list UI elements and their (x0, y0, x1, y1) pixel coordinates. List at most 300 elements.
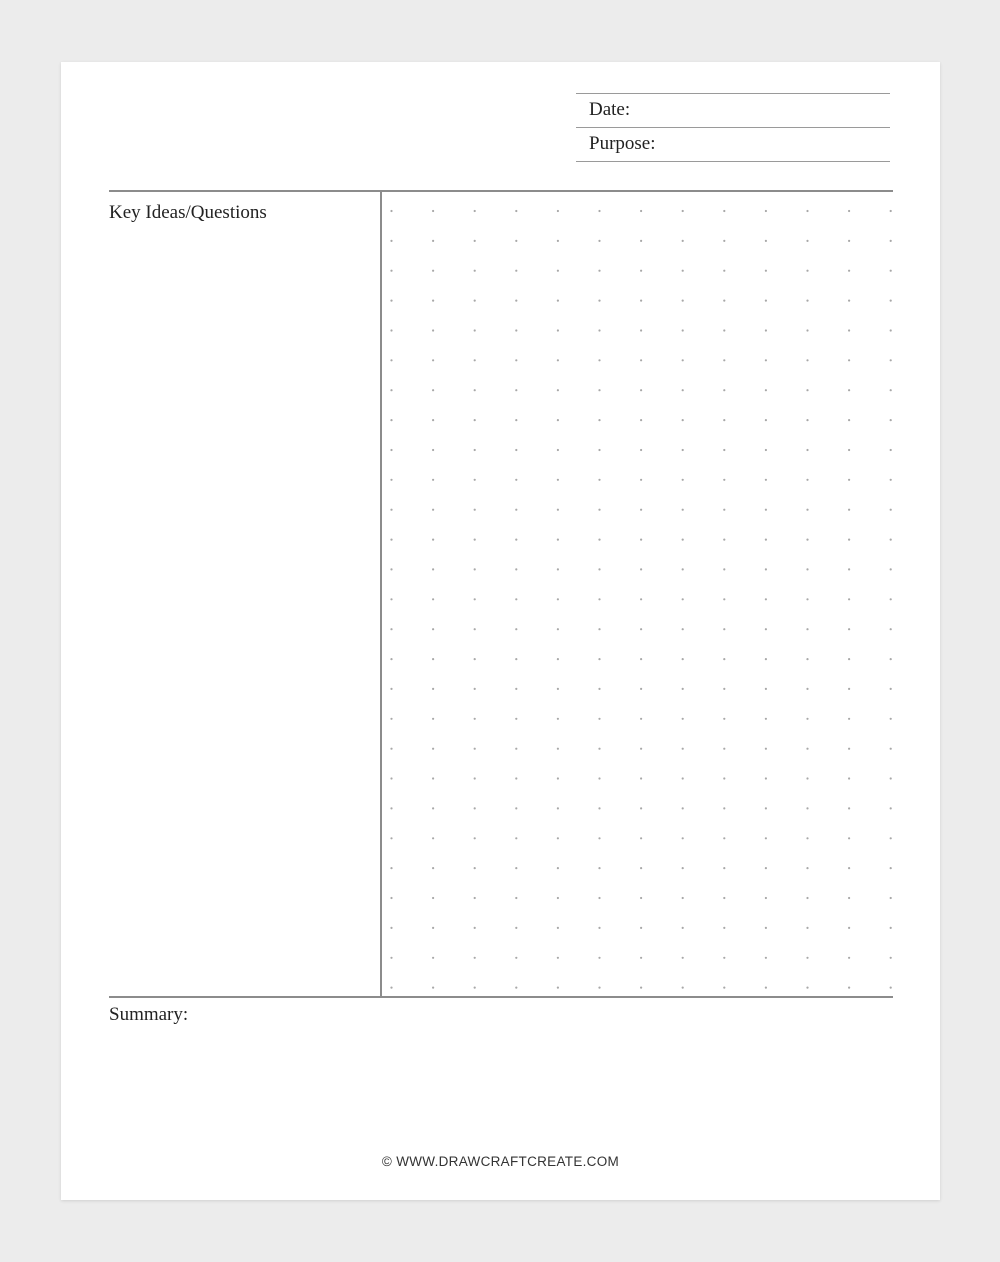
grid-dot (557, 748, 559, 750)
grid-dot (890, 688, 892, 690)
grid-dot (765, 957, 767, 959)
grid-dot (806, 539, 808, 541)
grid-dot (598, 359, 600, 361)
grid-dot (806, 718, 808, 720)
grid-dot (806, 210, 808, 212)
grid-dot (765, 270, 767, 272)
grid-dot (806, 389, 808, 391)
grid-dot (557, 240, 559, 242)
grid-dot (557, 987, 559, 989)
grid-dot (765, 419, 767, 421)
grid-dot (432, 449, 434, 451)
grid-dot (848, 987, 850, 989)
grid-dot (515, 389, 517, 391)
grid-dot (474, 867, 476, 869)
grid-dot (515, 568, 517, 570)
grid-dot (390, 598, 392, 600)
grid-dot (390, 777, 392, 779)
grid-dot (848, 658, 850, 660)
grid-dot (765, 329, 767, 331)
grid-dot (806, 927, 808, 929)
grid-dot (723, 479, 725, 481)
grid-dot (557, 658, 559, 660)
grid-dot (765, 598, 767, 600)
grid-dot (432, 688, 434, 690)
grid-dot (432, 628, 434, 630)
grid-dot (890, 718, 892, 720)
grid-dot (432, 837, 434, 839)
notes-page (61, 62, 940, 1200)
grid-dot (432, 807, 434, 809)
grid-dot (890, 300, 892, 302)
grid-dot (848, 389, 850, 391)
grid-dot (848, 509, 850, 511)
grid-dot (806, 509, 808, 511)
grid-dot (432, 777, 434, 779)
grid-dot (806, 479, 808, 481)
grid-dot (723, 987, 725, 989)
grid-dot (848, 598, 850, 600)
grid-dot (474, 329, 476, 331)
grid-dot (682, 867, 684, 869)
grid-dot (640, 987, 642, 989)
grid-dot (848, 777, 850, 779)
grid-dot (515, 449, 517, 451)
grid-dot (515, 300, 517, 302)
grid-dot (432, 718, 434, 720)
grid-dot (806, 329, 808, 331)
grid-dot (557, 389, 559, 391)
grid-dot (598, 449, 600, 451)
grid-dot (557, 867, 559, 869)
grid-dot (598, 927, 600, 929)
grid-dot (682, 628, 684, 630)
grid-dot (515, 987, 517, 989)
grid-dot (806, 867, 808, 869)
copyright-footer: © WWW.DRAWCRAFTCREATE.COM (381, 1154, 620, 1169)
grid-dot (806, 957, 808, 959)
grid-dot (806, 658, 808, 660)
grid-dot (515, 628, 517, 630)
header-bottom-rule (576, 161, 890, 162)
grid-dot (474, 568, 476, 570)
grid-dot (390, 509, 392, 511)
grid-dot (557, 509, 559, 511)
grid-dot (640, 329, 642, 331)
grid-dot (682, 598, 684, 600)
grid-dot (598, 987, 600, 989)
grid-dot (515, 329, 517, 331)
grid-dot (474, 658, 476, 660)
grid-dot (557, 419, 559, 421)
grid-dot (640, 837, 642, 839)
grid-dot (848, 359, 850, 361)
grid-dot (848, 837, 850, 839)
grid-dot (765, 658, 767, 660)
grid-dot (474, 897, 476, 899)
grid-dot (682, 329, 684, 331)
grid-dot (723, 957, 725, 959)
grid-dot (557, 688, 559, 690)
grid-dot (890, 957, 892, 959)
grid-dot (723, 539, 725, 541)
grid-dot (640, 957, 642, 959)
grid-dot (557, 957, 559, 959)
grid-dot (598, 718, 600, 720)
grid-dot (848, 957, 850, 959)
grid-dot (598, 329, 600, 331)
grid-dot (598, 807, 600, 809)
grid-dot (474, 748, 476, 750)
grid-dot (598, 658, 600, 660)
grid-dot (390, 837, 392, 839)
grid-dot (432, 419, 434, 421)
grid-dot (890, 748, 892, 750)
grid-dot (765, 777, 767, 779)
grid-dot (474, 479, 476, 481)
grid-dot (557, 479, 559, 481)
grid-dot (390, 479, 392, 481)
grid-dot (474, 688, 476, 690)
grid-dot (390, 270, 392, 272)
grid-dot (515, 777, 517, 779)
grid-dot (432, 987, 434, 989)
grid-dot (474, 210, 476, 212)
grid-dot (765, 837, 767, 839)
grid-dot (723, 897, 725, 899)
grid-dot (848, 718, 850, 720)
grid-dot (765, 359, 767, 361)
grid-dot (557, 777, 559, 779)
grid-dot (515, 748, 517, 750)
grid-dot (723, 359, 725, 361)
grid-dot (515, 867, 517, 869)
grid-dot (640, 927, 642, 929)
grid-dot (557, 539, 559, 541)
grid-dot (432, 568, 434, 570)
grid-dot (890, 927, 892, 929)
date-field[interactable] (576, 93, 890, 127)
grid-dot (515, 240, 517, 242)
grid-dot (640, 419, 642, 421)
grid-dot (890, 359, 892, 361)
grid-dot (765, 628, 767, 630)
grid-dot (723, 927, 725, 929)
grid-dot (640, 210, 642, 212)
grid-dot (765, 509, 767, 511)
grid-dot (390, 240, 392, 242)
grid-dot (890, 987, 892, 989)
grid-dot (806, 748, 808, 750)
grid-dot (765, 479, 767, 481)
grid-dot (723, 270, 725, 272)
grid-dot (723, 658, 725, 660)
dot-grid[interactable] (382, 193, 893, 997)
grid-dot (474, 359, 476, 361)
grid-dot (515, 658, 517, 660)
summary-label: Summary: (109, 1004, 189, 1025)
grid-dot (682, 777, 684, 779)
grid-dot (806, 777, 808, 779)
grid-dot (432, 658, 434, 660)
grid-dot (557, 359, 559, 361)
grid-dot (474, 807, 476, 809)
grid-dot (390, 807, 392, 809)
grid-dot (723, 628, 725, 630)
grid-dot (682, 568, 684, 570)
grid-dot (848, 300, 850, 302)
grid-dot (890, 240, 892, 242)
grid-dot (848, 240, 850, 242)
grid-dot (723, 210, 725, 212)
grid-dot (390, 987, 392, 989)
grid-dot (848, 270, 850, 272)
grid-dot (515, 837, 517, 839)
grid-dot (890, 658, 892, 660)
grid-dot (598, 419, 600, 421)
grid-dot (765, 807, 767, 809)
grid-dot (515, 688, 517, 690)
grid-dot (390, 329, 392, 331)
grid-dot (640, 867, 642, 869)
grid-dot (682, 210, 684, 212)
grid-dot (432, 300, 434, 302)
grid-dot (682, 300, 684, 302)
grid-dot (474, 449, 476, 451)
grid-dot (848, 479, 850, 481)
grid-dot (848, 210, 850, 212)
grid-dot (515, 539, 517, 541)
grid-dot (682, 539, 684, 541)
grid-dot (723, 389, 725, 391)
grid-dot (515, 270, 517, 272)
grid-dot (557, 210, 559, 212)
grid-dot (640, 300, 642, 302)
grid-dot (848, 568, 850, 570)
purpose-field[interactable] (576, 127, 890, 161)
grid-dot (598, 509, 600, 511)
grid-dot (723, 449, 725, 451)
grid-dot (723, 419, 725, 421)
grid-dot (890, 897, 892, 899)
grid-dot (515, 419, 517, 421)
grid-dot (474, 240, 476, 242)
grid-dot (682, 359, 684, 361)
grid-dot (806, 987, 808, 989)
grid-dot (432, 240, 434, 242)
grid-dot (432, 927, 434, 929)
grid-dot (682, 389, 684, 391)
grid-dot (890, 210, 892, 212)
key-ideas-label: Key Ideas/Questions (109, 202, 267, 223)
grid-dot (848, 449, 850, 451)
grid-dot (390, 867, 392, 869)
grid-dot (390, 389, 392, 391)
grid-dot (682, 957, 684, 959)
grid-dot (515, 718, 517, 720)
grid-dot (598, 240, 600, 242)
grid-dot (640, 688, 642, 690)
grid-dot (515, 927, 517, 929)
grid-dot (474, 927, 476, 929)
grid-dot (557, 897, 559, 899)
grid-dot (390, 748, 392, 750)
grid-dot (765, 718, 767, 720)
grid-dot (723, 568, 725, 570)
grid-dot (474, 777, 476, 779)
grid-dot (682, 897, 684, 899)
grid-dot (723, 509, 725, 511)
grid-dot (765, 389, 767, 391)
grid-dot (390, 897, 392, 899)
grid-dot (723, 598, 725, 600)
grid-dot (432, 479, 434, 481)
grid-dot (765, 927, 767, 929)
grid-dot (515, 598, 517, 600)
grid-dot (890, 837, 892, 839)
grid-dot (390, 568, 392, 570)
grid-dot (640, 539, 642, 541)
grid-dot (682, 658, 684, 660)
grid-dot (640, 748, 642, 750)
grid-dot (806, 359, 808, 361)
grid-dot (890, 628, 892, 630)
grid-dot (765, 240, 767, 242)
grid-dot (390, 210, 392, 212)
grid-dot (640, 359, 642, 361)
grid-dot (806, 270, 808, 272)
grid-dot (640, 897, 642, 899)
grid-dot (640, 389, 642, 391)
grid-dot (723, 807, 725, 809)
grid-dot (765, 449, 767, 451)
grid-dot (598, 270, 600, 272)
grid-dot (806, 837, 808, 839)
grid-dot (848, 897, 850, 899)
grid-dot (598, 568, 600, 570)
grid-dot (474, 300, 476, 302)
grid-dot (598, 777, 600, 779)
grid-dot (682, 509, 684, 511)
grid-dot (806, 419, 808, 421)
grid-dot (682, 807, 684, 809)
grid-dot (765, 867, 767, 869)
grid-dot (848, 628, 850, 630)
grid-dot (432, 359, 434, 361)
grid-dot (848, 419, 850, 421)
grid-dot (474, 628, 476, 630)
grid-dot (557, 270, 559, 272)
grid-dot (432, 897, 434, 899)
grid-dot (390, 628, 392, 630)
grid-dot (640, 807, 642, 809)
grid-dot (557, 718, 559, 720)
grid-dot (390, 927, 392, 929)
grid-dot (598, 479, 600, 481)
grid-dot (640, 777, 642, 779)
grid-dot (557, 837, 559, 839)
grid-dot (390, 718, 392, 720)
grid-dot (432, 210, 434, 212)
grid-dot (806, 240, 808, 242)
grid-dot (890, 598, 892, 600)
grid-dot (806, 598, 808, 600)
grid-dot (640, 270, 642, 272)
grid-dot (890, 449, 892, 451)
grid-dot (432, 539, 434, 541)
grid-dot (890, 479, 892, 481)
grid-dot (806, 568, 808, 570)
grid-dot (598, 628, 600, 630)
grid-dot (723, 837, 725, 839)
grid-dot (682, 240, 684, 242)
grid-dot (890, 807, 892, 809)
grid-dot (557, 807, 559, 809)
grid-dot (515, 509, 517, 511)
grid-dot (890, 777, 892, 779)
grid-dot (474, 598, 476, 600)
grid-dot (765, 539, 767, 541)
grid-dot (682, 419, 684, 421)
grid-dot (515, 359, 517, 361)
date-label: Date: (589, 99, 631, 120)
grid-dot (640, 449, 642, 451)
grid-dot (390, 449, 392, 451)
grid-dot (723, 329, 725, 331)
grid-dot (598, 539, 600, 541)
grid-dot (848, 688, 850, 690)
grid-dot (390, 359, 392, 361)
grid-dot (682, 837, 684, 839)
grid-dot (890, 419, 892, 421)
grid-dot (723, 777, 725, 779)
grid-dot (890, 867, 892, 869)
grid-dot (806, 300, 808, 302)
grid-dot (432, 748, 434, 750)
grid-dot (640, 658, 642, 660)
grid-dot (515, 957, 517, 959)
grid-dot (557, 449, 559, 451)
grid-dot (765, 568, 767, 570)
grid-dot (848, 807, 850, 809)
grid-dot (515, 897, 517, 899)
grid-dot (723, 718, 725, 720)
grid-dot (515, 210, 517, 212)
grid-dot (390, 419, 392, 421)
grid-dot (474, 509, 476, 511)
grid-dot (598, 897, 600, 899)
grid-dot (723, 748, 725, 750)
grid-dot (598, 837, 600, 839)
grid-dot (515, 807, 517, 809)
grid-dot (432, 867, 434, 869)
grid-dot (432, 509, 434, 511)
grid-dot (557, 329, 559, 331)
grid-dot (598, 389, 600, 391)
grid-dot (557, 628, 559, 630)
grid-dot (598, 957, 600, 959)
grid-dot (598, 300, 600, 302)
grid-dot (432, 329, 434, 331)
grid-dot (474, 837, 476, 839)
grid-dot (682, 718, 684, 720)
grid-dot (890, 568, 892, 570)
grid-dot (723, 300, 725, 302)
grid-dot (806, 628, 808, 630)
grid-dot (557, 927, 559, 929)
grid-dot (598, 867, 600, 869)
grid-dot (682, 987, 684, 989)
